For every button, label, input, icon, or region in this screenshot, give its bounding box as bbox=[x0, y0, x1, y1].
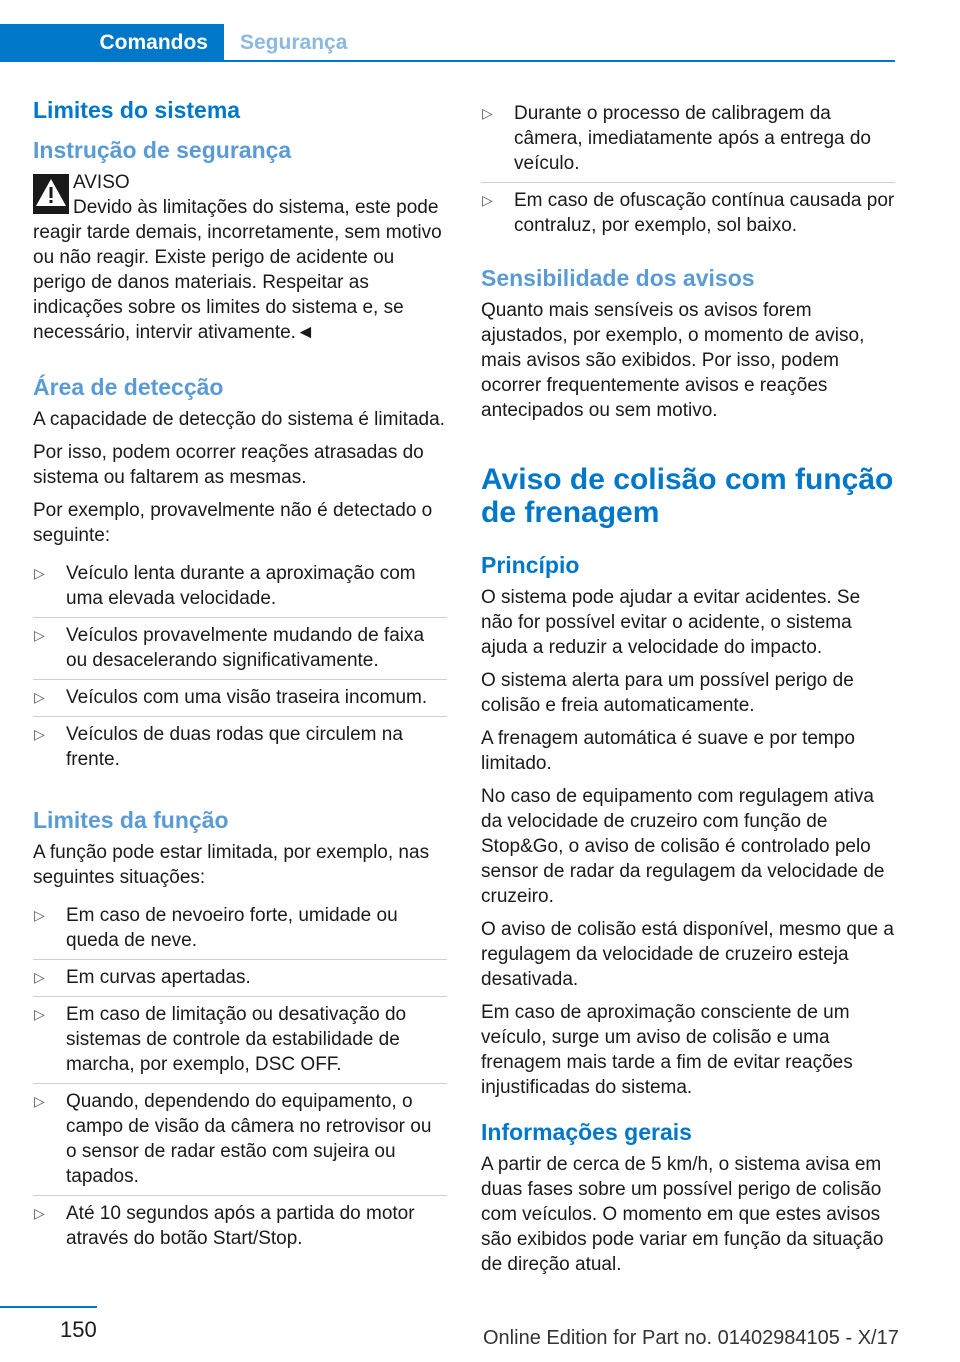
list-item: ▷ Em caso de ofuscação contínua causada por contraluz, por exemplo, sol baixo. bbox=[482, 190, 895, 236]
edition-note: Online Edition for Part no. 01402984105 - X/17 bbox=[483, 1327, 899, 1349]
list-item: ▷ Durante o processo de calibragem da câmera, imediatamente após a entrega do veículo. bbox=[481, 96, 895, 183]
heading-informacoes-gerais: Informações gerais bbox=[481, 1119, 692, 1145]
header-rule bbox=[0, 60, 895, 62]
list-item: ▷ Veículos provavelmente mudando de faixa ou desacelerando significativamente. bbox=[33, 618, 447, 680]
list-item: ▷ Em caso de nevoeiro forte, umidade ou queda de neve. bbox=[33, 898, 447, 960]
triangle-right-icon: ▷ bbox=[34, 689, 45, 705]
right-column bbox=[481, 96, 895, 1285]
paragraph: O sistema alerta para um possível perigo de colisão e freia automaticamente. bbox=[481, 670, 854, 716]
paragraph: A capacidade de detecção do sistema é limitada. bbox=[33, 409, 445, 430]
triangle-right-icon: ▷ bbox=[482, 192, 493, 208]
heading-aviso-de-colisao: Aviso de colisão com função de frenagem bbox=[481, 463, 894, 529]
list-item: ▷ Quando, dependendo do equipamento, o campo de visão da câmera no retrovisor ou o sensor de radar estão com sujeira ou tapados. bbox=[33, 1084, 447, 1196]
paragraph: Quanto mais sensíveis os avisos forem ajustados, por exemplo, o momento de aviso, mais avisos são exibidos. Por isso, podem ocorrer frequentemente avisos e reações antecipados ou sem motivo. bbox=[481, 300, 865, 421]
paragraph: O sistema pode ajudar a evitar acidentes. Se não for possível evitar o acidente, o sistema ajuda a reduzir a velocidade do impacto. bbox=[481, 587, 861, 658]
paragraph: Por exemplo, provavelmente não é detectado o seguinte: bbox=[33, 500, 433, 546]
triangle-right-icon: ▷ bbox=[482, 105, 493, 121]
warning-triangle-icon bbox=[33, 174, 69, 214]
warning-block bbox=[33, 170, 447, 345]
heading-area-deteccao: Área de detecção bbox=[33, 374, 224, 400]
triangle-right-icon: ▷ bbox=[34, 969, 45, 985]
left-column bbox=[33, 96, 447, 1265]
list-area-deteccao bbox=[33, 556, 447, 778]
header-tabbar bbox=[0, 24, 895, 62]
page-number: 150 bbox=[60, 1317, 97, 1342]
warning-body: Devido às limitações do sistema, este pode reagir tarde demais, incorretamente, sem motivo ou não reagir. Existe perigo de acidente ou perigo de danos materiais. Respeitar as indicações sobre os limites do sistema e, se necessário, intervir ativamente.◄ bbox=[33, 197, 442, 343]
list-item: ▷ Em curvas apertadas. bbox=[33, 960, 447, 997]
list-item: ▷ Veículo lenta durante a aproximação com uma elevada velocidade. bbox=[33, 556, 447, 618]
paragraph: A frenagem automática é suave e por tempo limitado. bbox=[481, 728, 855, 774]
paragraph: Em caso de aproximação consciente de um veículo, surge um aviso de colisão e uma frenagem mais tarde a fim de evitar reações injustificadas do sistema. bbox=[481, 1002, 853, 1098]
tab-comandos[interactable]: Comandos bbox=[0, 24, 224, 62]
list-item: ▷ Veículos de duas rodas que circulem na frente. bbox=[34, 724, 403, 770]
paragraph: No caso de equipamento com regulagem ativa da velocidade de cruzeiro com função de Stop&Go, o aviso de colisão é controlado pelo sensor de radar da regulagem da velocidade de cruzeiro. bbox=[481, 786, 885, 907]
list-item: ▷ Em caso de limitação ou desativação do sistemas de controle da estabilidade de marcha, por exemplo, DSC OFF. bbox=[33, 997, 447, 1084]
list-item: ▷ Veículos com uma visão traseira incomum. bbox=[33, 680, 447, 717]
triangle-right-icon: ▷ bbox=[34, 1205, 45, 1221]
footer-rule bbox=[0, 1306, 97, 1308]
tab-seguranca[interactable]: Segurança bbox=[240, 31, 348, 54]
triangle-right-icon: ▷ bbox=[34, 1093, 45, 1109]
paragraph: A função pode estar limitada, por exemplo, nas seguintes situações: bbox=[33, 842, 430, 888]
paragraph: Por isso, podem ocorrer reações atrasadas do sistema ou faltarem as mesmas. bbox=[33, 442, 424, 488]
triangle-right-icon: ▷ bbox=[34, 627, 45, 643]
list-item: ▷ Até 10 segundos após a partida do motor através do botão Start/Stop. bbox=[34, 1203, 415, 1249]
warning-title: AVISO bbox=[73, 172, 130, 193]
heading-instrucao-seguranca: Instrução de segurança bbox=[33, 137, 292, 163]
heading-limites-da-funcao: Limites da função bbox=[33, 807, 229, 833]
triangle-right-icon: ▷ bbox=[34, 726, 45, 742]
paragraph: O aviso de colisão está disponível, mesmo que a regulagem da velocidade de cruzeiro esteja desativada. bbox=[481, 919, 894, 990]
triangle-right-icon: ▷ bbox=[34, 565, 45, 581]
list-limites-funcao bbox=[33, 898, 447, 1257]
triangle-right-icon: ▷ bbox=[34, 1006, 45, 1022]
paragraph: A partir de cerca de 5 km/h, o sistema avisa em duas fases sobre um possível perigo de colisão com veículos. O momento em que estes avisos são exibidos pode variar em função da situação de direção atual. bbox=[481, 1154, 884, 1275]
heading-principio: Princípio bbox=[481, 552, 580, 578]
heading-sensibilidade: Sensibilidade dos avisos bbox=[481, 265, 755, 291]
list-continued bbox=[481, 96, 895, 244]
triangle-right-icon: ▷ bbox=[34, 907, 45, 923]
heading-limites-do-sistema: Limites do sistema bbox=[33, 97, 241, 123]
